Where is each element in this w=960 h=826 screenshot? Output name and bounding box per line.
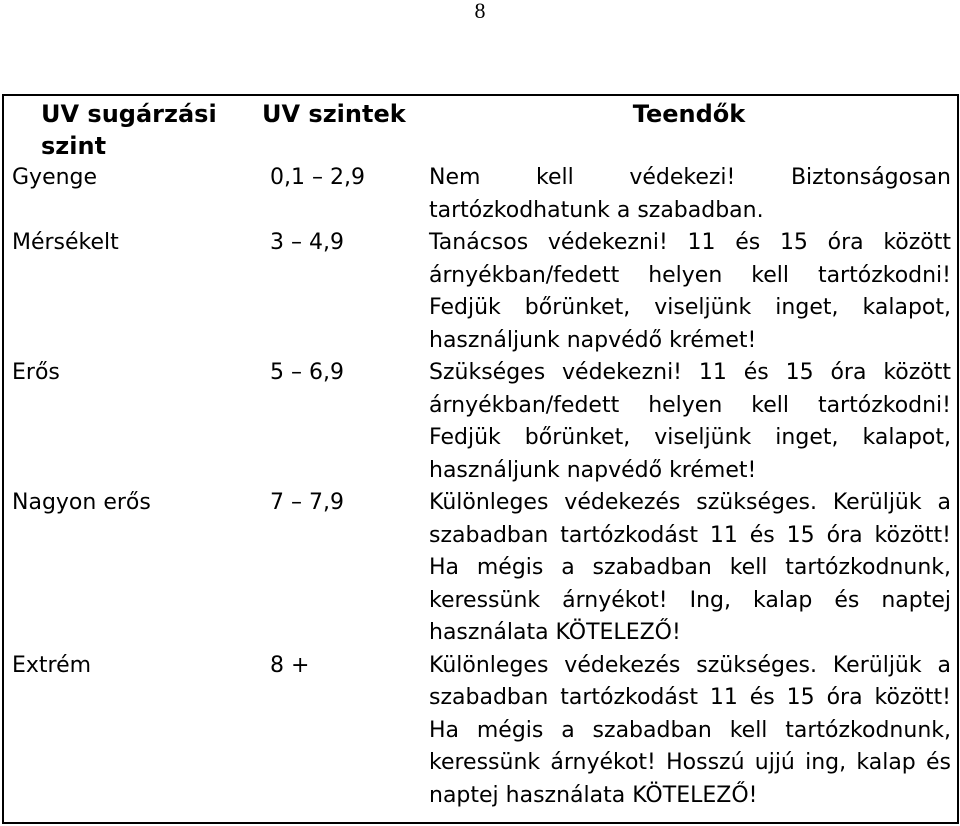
row-actions: Különleges védekezés szükséges. Kerüljük a szabadban tartózkodást 11 és 15 óra között! Ha mégis a szabadban kell tartózkodnunk, keressünk árnyékot! Hosszú ujjú ing, kalap és naptej használata KÖTELEZŐ! bbox=[429, 652, 951, 808]
row-level-range: 8 + bbox=[270, 652, 310, 678]
row-level-range: 5 – 6,9 bbox=[270, 360, 344, 385]
table-row bbox=[2, 357, 959, 487]
row-level-range: 0,1 – 2,9 bbox=[270, 165, 365, 190]
table-row bbox=[2, 650, 959, 813]
table-row bbox=[2, 227, 959, 357]
header-level-name: UV sugárzási szint bbox=[41, 100, 217, 160]
row-level-name: Gyenge bbox=[12, 165, 98, 190]
row-level-name: Mérsékelt bbox=[12, 230, 119, 255]
header-row bbox=[2, 95, 959, 162]
row-level-name: Extrém bbox=[12, 652, 92, 678]
page-number: 8 bbox=[474, 0, 486, 23]
row-actions: Tanácsos védekezni! 11 és 15 óra között árnyékban/fedett helyen kell tartózkodni! Fedjük bőrünket, viseljünk inget, kalapot, használjunk napvédő krémet! bbox=[429, 230, 951, 353]
table-row bbox=[2, 162, 959, 227]
row-actions: Szükséges védekezni! 11 és 15 óra között árnyékban/fedett helyen kell tartózkodni! Fedjük bőrünket, viseljünk inget, kalapot, használjunk napvédő krémet! bbox=[429, 360, 951, 483]
table-body bbox=[2, 162, 959, 812]
table-header bbox=[2, 95, 959, 162]
header-level-range: UV szintek bbox=[262, 100, 406, 128]
row-level-range: 7 – 7,9 bbox=[270, 490, 344, 515]
row-actions: Különleges védekezés szükséges. Kerüljük a szabadban tartózkodást 11 és 15 óra között! Ha mégis a szabadban kell tartózkodnunk, keressünk árnyékot! Ing, kalap és naptej használata KÖTELEZŐ! bbox=[429, 490, 951, 645]
table-row bbox=[2, 487, 959, 650]
header-actions: Teendők bbox=[632, 100, 746, 128]
row-level-range: 3 – 4,9 bbox=[270, 230, 344, 255]
row-actions: Nem kell védekezi! Biztonságosan tartózkodhatunk a szabadban. bbox=[429, 165, 951, 223]
uv-index-table bbox=[2, 95, 959, 812]
row-level-name: Nagyon erős bbox=[12, 490, 151, 515]
table-bottom-border bbox=[2, 822, 959, 824]
row-level-name: Erős bbox=[12, 360, 60, 385]
